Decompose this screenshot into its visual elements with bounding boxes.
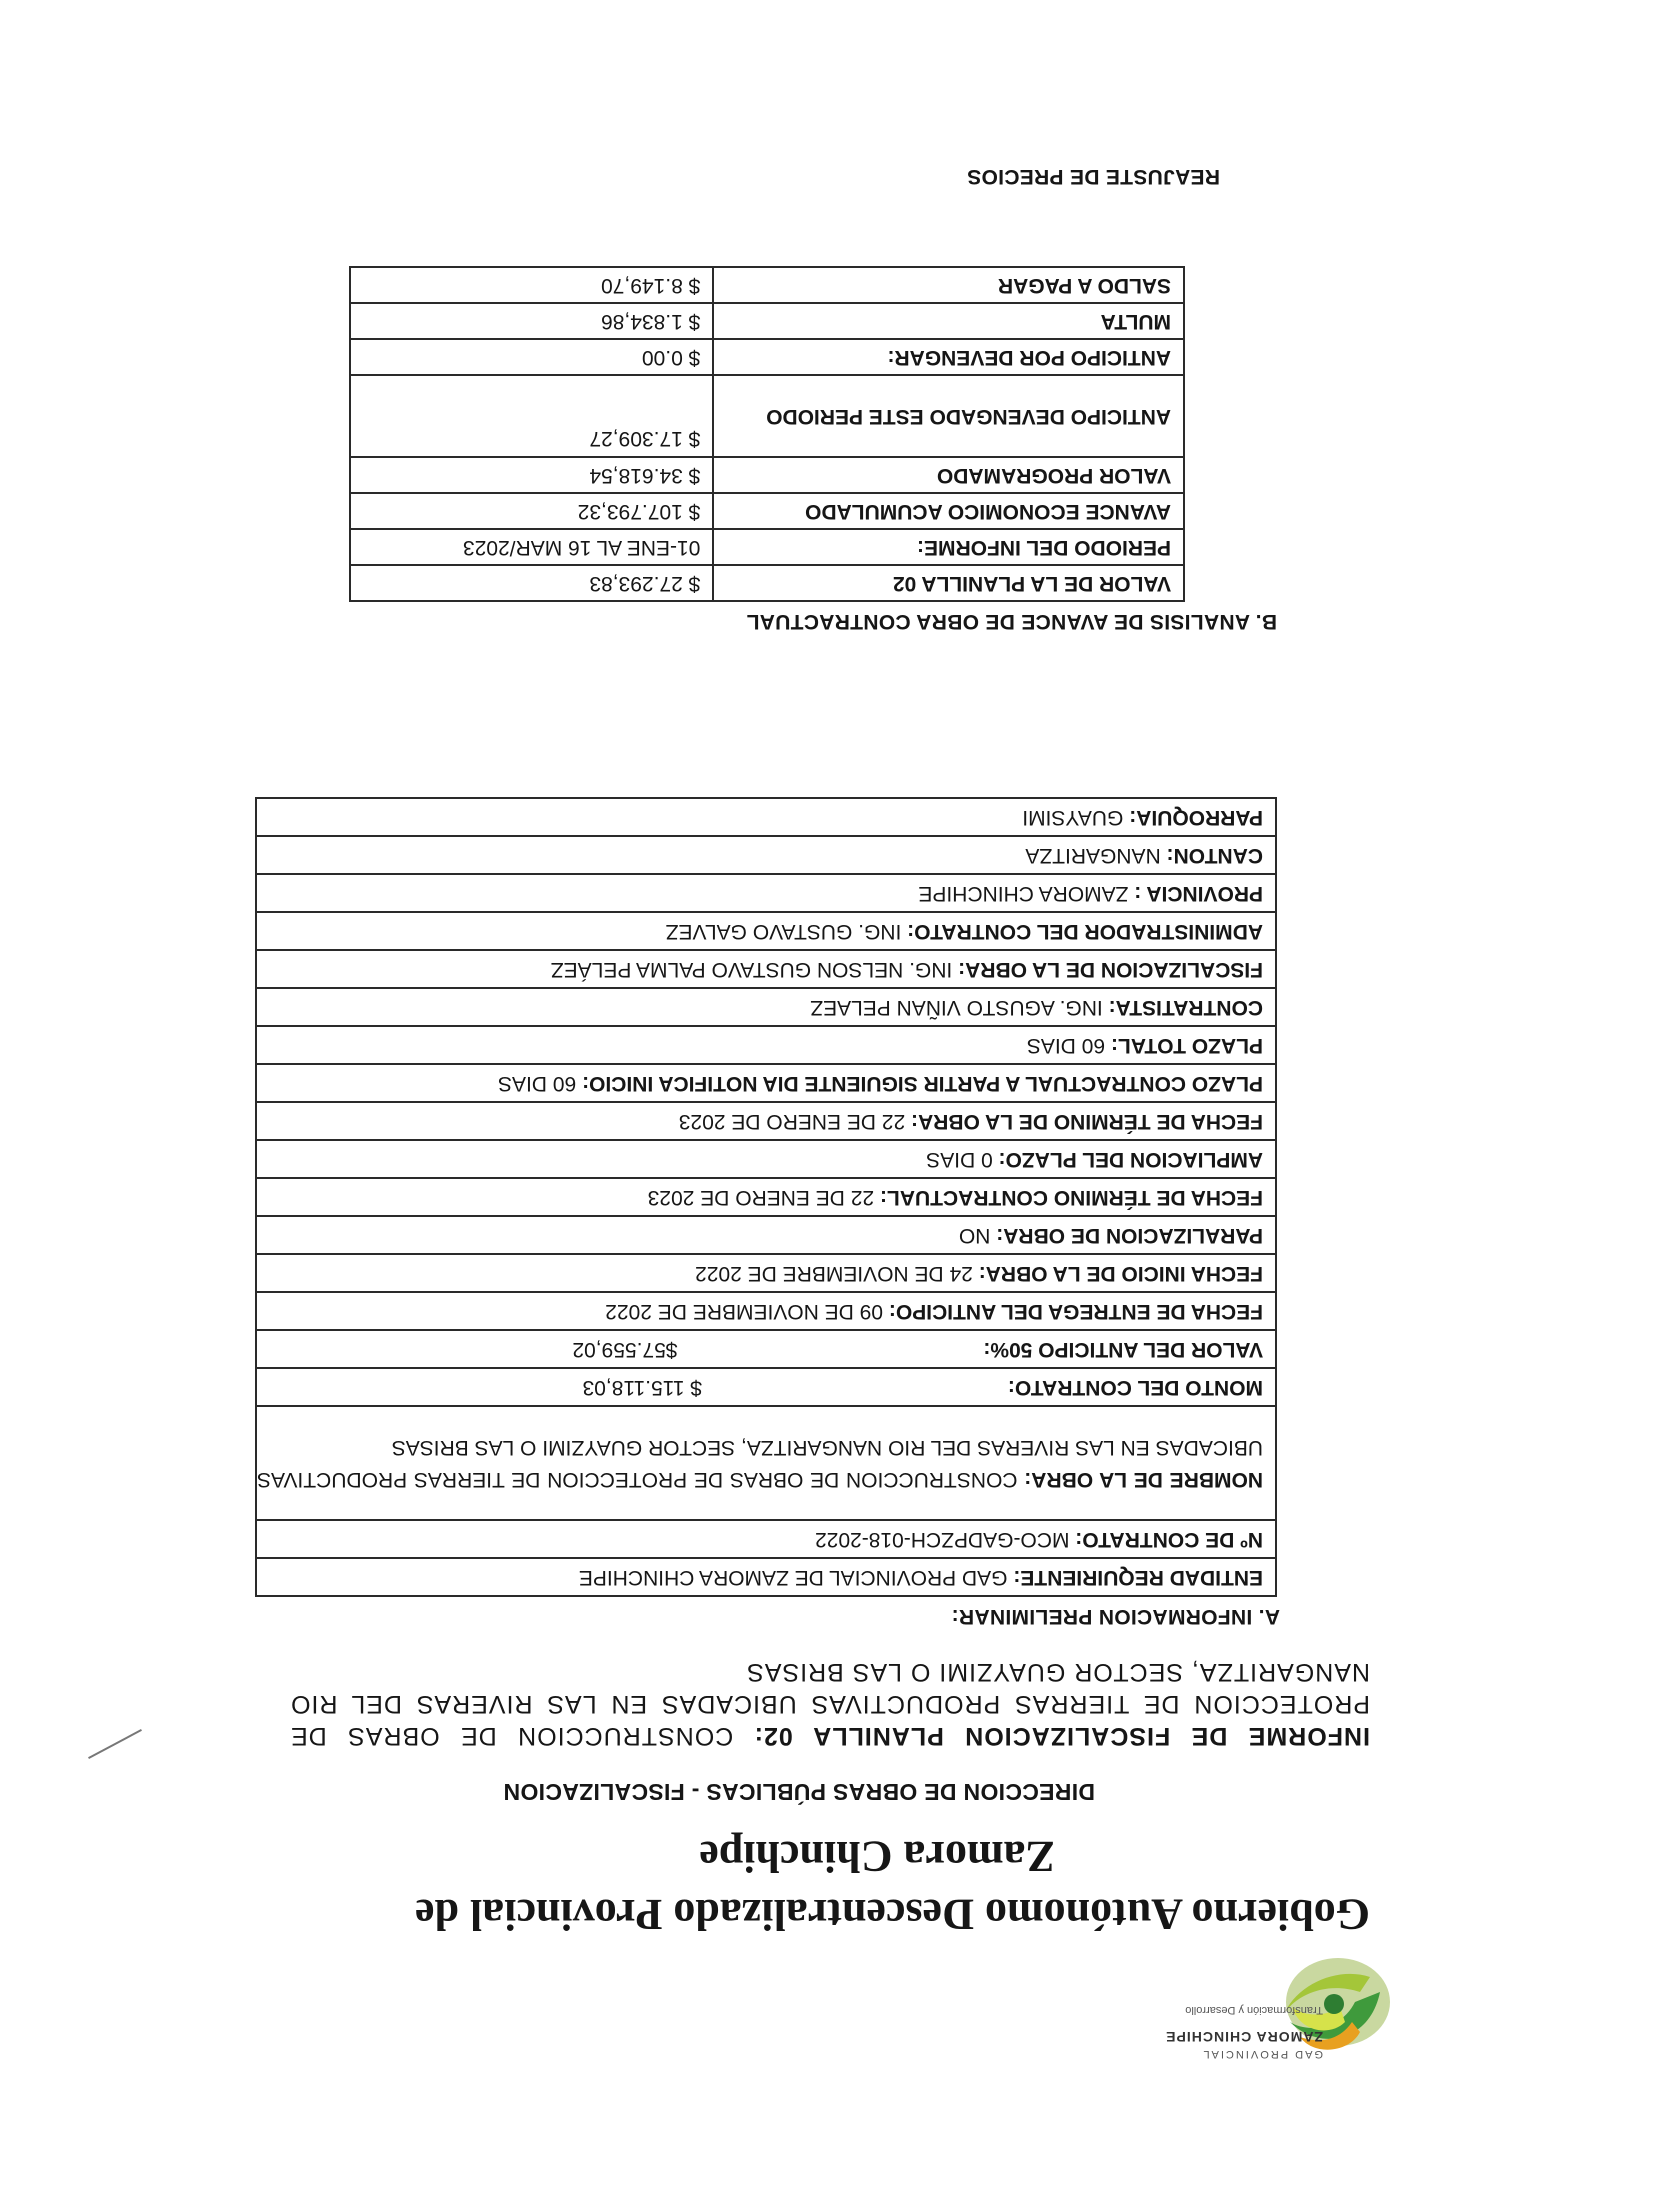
table-row — [256, 988, 1276, 1026]
table-row — [256, 1254, 1276, 1292]
row-label: FECHA INICIO DE LA OBRA: — [978, 1262, 1263, 1285]
logo-text-main: ZAMORA CHINCHIPE — [1165, 2029, 1323, 2045]
section-b-heading: B. ANALISIS DE AVANCE DE OBRA CONTRACTUAL — [746, 610, 1277, 633]
row-label: VALOR PROGRAMADO — [713, 457, 1184, 493]
row-value: 22 DE ENERO DE 2023 — [678, 1110, 906, 1133]
row-value: MCO-GADPZCH-018-2022 — [815, 1528, 1070, 1551]
report-title-text: CONSTRUCCION DE OBRAS DE PROTECCION DE TIERRAS PRODUCTIVAS UBICADAS EN LAS RIVERAS DEL RIO NANGARITZA, SECTOR GUAYZIMI O LAS BRISAS — [290, 1658, 1370, 1750]
table-row — [256, 836, 1276, 874]
row-value: $ 1.834,86 — [350, 303, 713, 339]
row-value: $57.559,02 — [572, 1338, 678, 1361]
department-heading: DIRECCION DE OBRAS PÚBLICAS - FISCALIZACION — [503, 1779, 1095, 1805]
row-label: AVANCE ECONOMICO ACUMULADO — [713, 493, 1184, 529]
row-value: 60 DIAS — [1026, 1034, 1106, 1057]
table-row — [256, 1292, 1276, 1330]
report-title-prefix: INFORME DE FISCALIZACION PLANILLA 02: — [753, 1722, 1370, 1750]
table-row — [256, 1026, 1276, 1064]
row-label: MULTA — [713, 303, 1184, 339]
table-row — [350, 375, 1184, 457]
row-value: GAD PROVINCIAL DE ZAMORA CHINCHIPE — [578, 1566, 1008, 1589]
row-label: VALOR DE LA PLANILLA 02 — [713, 565, 1184, 601]
row-label: FECHA DE TÉRMINO DE LA OBRA: — [911, 1110, 1263, 1133]
row-label: VALOR DEL ANTICIPO 50%: — [983, 1338, 1263, 1361]
table-row — [256, 798, 1276, 836]
page-title-line1: Gobierno Autónomo Descentralizado Provincial de — [415, 1890, 1370, 1939]
row-label: FECHA DE ENTREGA DEL ANTICIPO: — [888, 1300, 1263, 1323]
row-label: PARALIZACION DE OBRA: — [996, 1224, 1263, 1247]
table-row — [256, 950, 1276, 988]
preliminary-info-table — [255, 797, 1277, 1597]
table-row — [256, 1330, 1276, 1368]
row-value: 0 DIAS — [926, 1148, 993, 1171]
table-row — [350, 457, 1184, 493]
report-title — [290, 1656, 1370, 1752]
table-row — [350, 493, 1184, 529]
row-value: NO — [958, 1224, 991, 1247]
table-row — [350, 529, 1184, 565]
row-value: $ 17.309,27 — [350, 375, 713, 457]
row-label: PLAZO TOTAL: — [1110, 1034, 1263, 1057]
pen-mark — [88, 1729, 142, 1759]
row-label: ENTIDAD REQUIRIENTE: — [1013, 1566, 1263, 1589]
row-label: ANTICIPO POR DEVENGAR: — [713, 339, 1184, 375]
row-value: 09 DE NOVIEMBRE DE 2022 — [605, 1300, 884, 1323]
row-label: AMPLIACION DEL PLAZO: — [998, 1148, 1263, 1171]
table-row — [256, 1558, 1276, 1596]
row-value: $ 115.118,03 — [582, 1376, 703, 1399]
row-label: FECHA DE TÉRMINO CONTRACTUAL: — [879, 1186, 1263, 1209]
section-a-heading: A. INFORMACION PRELIMINAR: — [951, 1605, 1280, 1628]
table-row — [256, 1140, 1276, 1178]
row-label: FISCALIZACION DE LA OBRA: — [958, 958, 1263, 981]
row-value: NANGARITZA — [1025, 844, 1161, 867]
row-value: 60 DIAS — [498, 1072, 577, 1095]
table-row — [350, 565, 1184, 601]
table-row — [256, 874, 1276, 912]
row-value: GUAYSIMI — [1022, 806, 1124, 829]
row-label: MONTO DEL CONTRATO: — [1007, 1376, 1263, 1399]
table-row — [350, 267, 1184, 303]
table-row — [256, 912, 1276, 950]
table-row — [256, 1064, 1276, 1102]
row-value: $ 107.793,32 — [350, 493, 713, 529]
row-value: ING. GUSTAVO GALVEZ — [665, 920, 902, 943]
page-title-line2: Zamora Chinchipe — [699, 1832, 1055, 1881]
table-row — [350, 303, 1184, 339]
row-value: 24 DE NOVIEMBRE DE 2022 — [695, 1262, 973, 1285]
row-value: ING. NELSON GUSTAVO PALMA PELÁEZ — [550, 958, 953, 981]
table-row — [256, 1406, 1276, 1520]
row-value: 01-ENE AL 16 MAR/2023 — [350, 529, 713, 565]
table-row — [256, 1368, 1276, 1406]
section-c-heading: REAJUSTE DE PRECIOS — [966, 165, 1220, 188]
row-label: SALDO A PAGAR — [713, 267, 1184, 303]
table-row — [256, 1178, 1276, 1216]
row-value: CONSTRUCCION DE OBRAS DE PROTECCION DE TIERRAS PRODUCTIVAS UBICADAS EN LAS RIVERAS DEL RIO NANGARITZA, SECTOR GUAYZIMI O LAS BRISAS — [257, 1436, 1263, 1491]
row-value: ZAMORA CHINCHIPE — [918, 882, 1129, 905]
row-label: PERIODO DEL INFORME: — [713, 529, 1184, 565]
row-label: CANTON: — [1166, 844, 1263, 867]
row-value: $ 0.00 — [350, 339, 713, 375]
row-value: ING. AGUSTO VIÑAN PELAEZ — [810, 996, 1103, 1019]
row-label: CONTRATISTA: — [1108, 996, 1263, 1019]
row-label: PROVINCIA : — [1134, 882, 1263, 905]
row-value: $ 27.293,83 — [350, 565, 713, 601]
table-row — [256, 1520, 1276, 1558]
progress-analysis-table — [349, 266, 1185, 602]
row-label: ADMINISTRADOR DEL CONTRATO: — [907, 920, 1263, 943]
row-value: 22 DE ENERO DE 2023 — [647, 1186, 875, 1209]
logo-text-sub: Transformación y Desarrollo — [1185, 2004, 1323, 2016]
row-label: ANTICIPO DEVENGADO ESTE PERIODO — [713, 375, 1184, 457]
row-label: NOMBRE DE LA OBRA: — [1024, 1468, 1263, 1491]
table-row — [256, 1102, 1276, 1140]
table-row — [256, 1216, 1276, 1254]
row-label: PLAZO CONTRACTUAL A PARTIR SIGUIENTE DIA NOTIFICA INICIO: — [582, 1072, 1263, 1095]
table-row — [350, 339, 1184, 375]
row-value: $ 34.618,54 — [350, 457, 713, 493]
row-value: $ 8.149,70 — [350, 267, 713, 303]
row-label: PARROQUIA: — [1129, 806, 1263, 829]
logo-text-top: GAD PROVINCIAL — [1201, 2048, 1323, 2060]
row-label: Nº DE CONTRATO: — [1075, 1528, 1263, 1551]
